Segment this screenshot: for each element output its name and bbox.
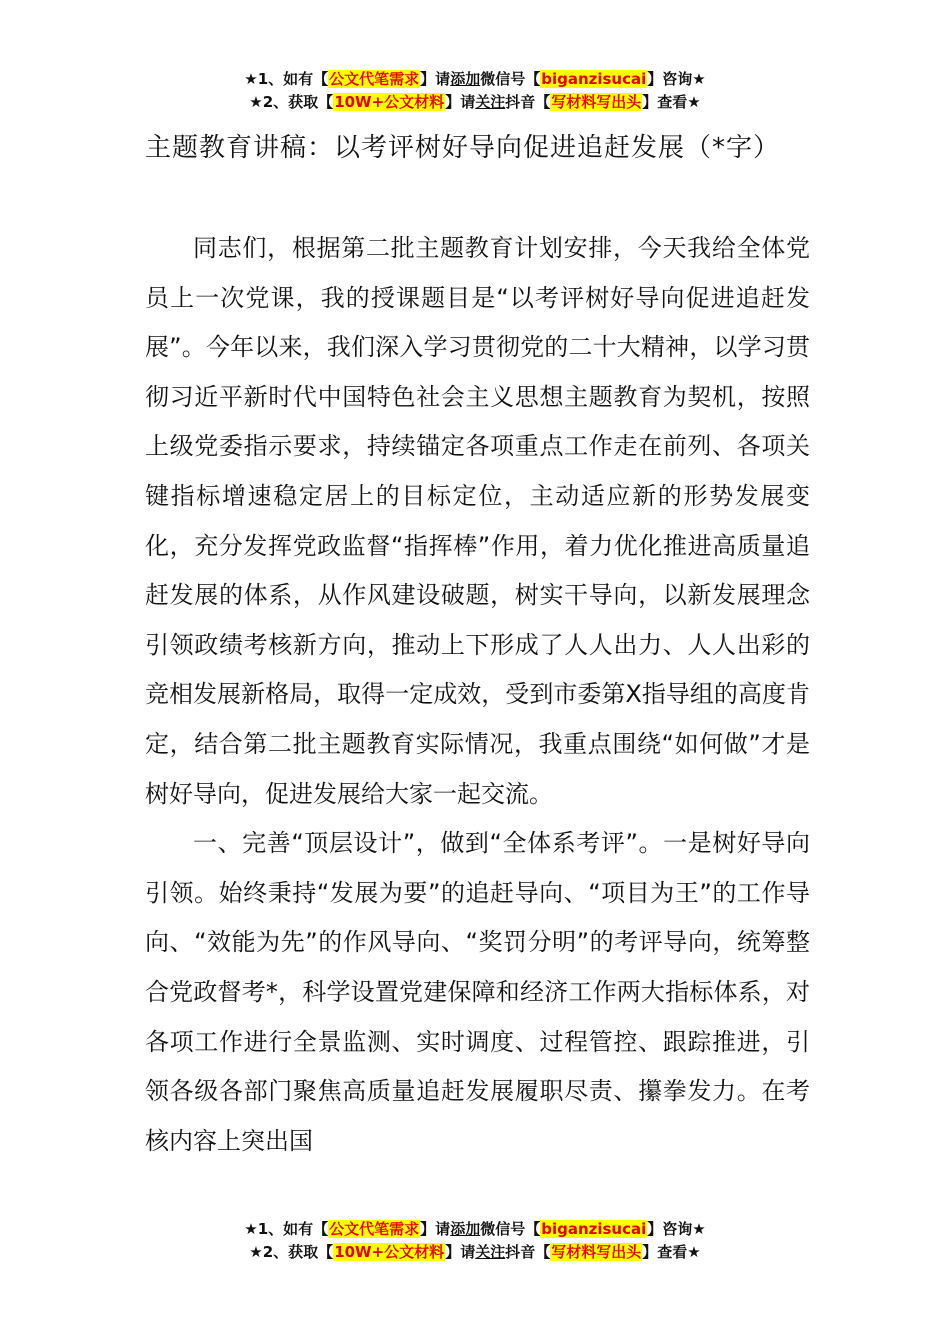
document-body: [145, 224, 810, 1166]
banner-highlight: 写材料写出头: [551, 1243, 642, 1261]
banner-text: 】查看★: [642, 1243, 701, 1261]
banner-text: 】咨询★: [647, 1220, 706, 1238]
banner-line-1: [0, 68, 950, 91]
banner-text: 】请: [420, 1220, 451, 1238]
banner-highlight: 公文代笔需求: [329, 1220, 420, 1238]
banner-highlight: biganzisucai: [541, 70, 647, 88]
banner-text: 微信号【: [480, 70, 541, 88]
banner-text: ★1、如有【: [244, 1220, 329, 1238]
banner-highlight: 10W+公文材料: [334, 93, 445, 111]
paragraph-section-1: 一、完善“顶层设计”，做到“全体系考评”。一是树好导向引领。始终秉持“发展为要”的追赶导向、“项目为王”的工作导向、“效能为先”的作风导向、“奖罚分明”的考评导向，统筹整合党政督考*，科学设置党建保障和经济工作两大指标体系，对各项工作进行全景监测、实时调度、过程管控、跟踪推进，引领各级各部门聚焦高质量追赶发展履职尽责、攥拳发力。在考核内容上突出国: [145, 829, 810, 1155]
banner-highlight: 公文代笔需求: [329, 70, 420, 88]
footer-banner: [0, 1218, 950, 1264]
banner-text: 】请: [420, 70, 451, 88]
banner-text: 】查看★: [642, 93, 701, 111]
banner-text: 】请: [445, 93, 476, 111]
banner-text: 微信号【: [480, 1220, 541, 1238]
banner-underline: 添加: [450, 70, 481, 88]
banner-text: ★2、获取【: [249, 1243, 334, 1261]
banner-highlight: biganzisucai: [541, 1220, 647, 1238]
banner-line-2: [0, 91, 950, 114]
header-banner: [0, 68, 950, 114]
document-title: 主题教育讲稿：以考评树好导向促进追赶发展（*字）: [145, 133, 781, 163]
banner-highlight: 10W+公文材料: [334, 1243, 445, 1261]
banner-text: 】请: [445, 1243, 476, 1261]
banner-underline: 关注: [475, 93, 506, 111]
banner-underline: 关注: [475, 1243, 506, 1261]
banner-text: 】咨询★: [647, 70, 706, 88]
banner-text: 抖音【: [505, 1243, 551, 1261]
banner-text: 抖音【: [505, 93, 551, 111]
banner-highlight: 写材料写出头: [551, 93, 642, 111]
banner-line-1: [0, 1218, 950, 1241]
paragraph-intro: 同志们，根据第二批主题教育计划安排，今天我给全体党员上一次党课，我的授课题目是“以考评树好导向促进追赶发展”。今年以来，我们深入学习贯彻党的二十大精神，以学习贯彻习近平新时代中国特色社会主义思想主题教育为契机，按照上级党委指示要求，持续锚定各项重点工作走在前列、各项关键指标增速稳定居上的目标定位，主动适应新的形势发展变化，充分发挥党政监督“指挥棒”作用，着力优化推进高质量追赶发展的体系，从作风建设破题，树实干导向，以新发展理念引领政绩考核新方向，推动上下形成了人人出力、人人出彩的竞相发展新格局，取得一定成效，受到市委第X指导组的高度肯定，结合第二批主题教育实际情况，我重点围绕“如何做”才是树好导向，促进发展给大家一起交流。: [145, 234, 810, 808]
banner-line-2: [0, 1241, 950, 1264]
banner-underline: 添加: [450, 1220, 481, 1238]
banner-text: ★2、获取【: [249, 93, 334, 111]
banner-text: ★1、如有【: [244, 70, 329, 88]
